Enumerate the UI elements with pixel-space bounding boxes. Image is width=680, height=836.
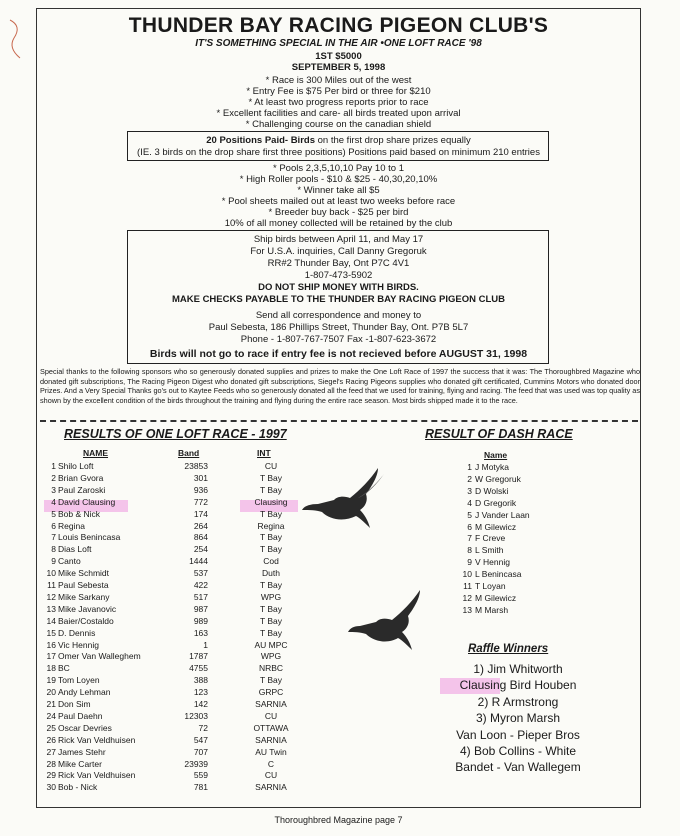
bullet-line: * Winner take all $5 [297, 185, 380, 196]
list-item [460, 557, 580, 569]
table-row [44, 580, 304, 592]
row-position: 16 [46, 639, 56, 650]
row-name: Rick Van Veldhuisen [58, 770, 136, 781]
raffle-line: 4) Bob Collins - White [459, 744, 577, 758]
row-position: 11 [47, 580, 56, 590]
row-int: T Bay [259, 472, 283, 483]
dash-position: 12 [462, 592, 472, 603]
row-name: Mike Schmidt [58, 568, 110, 579]
list-item [460, 605, 580, 617]
row-position: 6 [51, 520, 56, 531]
row-int: Regina [257, 520, 285, 531]
page-footer: Thoroughbred Magazine page 7 [274, 815, 403, 825]
row-band: 174 [193, 508, 208, 519]
positions-line-2: (IE. 3 birds on the drop share first three positions) Positions paid based on minimum 210 entries [137, 147, 540, 158]
table-row [44, 497, 304, 509]
positions-rest: on the first drop share prizes equally [314, 135, 471, 146]
row-position: 12 [46, 591, 56, 602]
row-band: 12303 [184, 710, 208, 721]
row-position: 20 [46, 687, 56, 698]
dash-name: L Benincasa [475, 569, 522, 580]
col-name: NAME [83, 448, 109, 458]
row-name: Andy Lehman [58, 687, 111, 698]
row-name: Baier/Costaldo [58, 615, 114, 626]
row-band: 781 [193, 782, 208, 793]
row-int: WPG [260, 651, 282, 662]
table-row [44, 663, 304, 675]
dash-position: 2 [467, 473, 472, 484]
table-row [44, 604, 304, 616]
row-name: Mike Sarkany [58, 591, 110, 602]
row-int: OTTAWA [253, 722, 289, 733]
row-band: 547 [193, 734, 208, 745]
row-position: 28 [46, 758, 56, 769]
dash-name: V Hennig [475, 557, 510, 568]
bullet-line: 10% of all money collected will be retained by the club [224, 218, 453, 229]
payable-warning: MAKE CHECKS PAYABLE TO THE THUNDER BAY RACING PIGEON CLUB [171, 294, 506, 305]
row-position: 5 [51, 508, 56, 519]
row-position: 14 [46, 615, 56, 626]
dash-position: 11 [463, 581, 472, 591]
raffle-line: 1) Jim Whitworth [473, 662, 563, 676]
dash-name: M Gilewicz [475, 592, 517, 603]
table-row [44, 473, 304, 485]
ship-phone: 1-807-473-5902 [304, 270, 373, 281]
row-band: 23939 [184, 758, 208, 769]
row-band: 123 [193, 687, 208, 698]
raffle-line: Clausing Bird Houben [459, 678, 577, 693]
bullet-line: * At least two progress reports prior to race [248, 97, 429, 108]
row-int: CU [264, 710, 278, 721]
pigeon-icon [300, 466, 386, 536]
row-int: AU MPC [254, 639, 288, 650]
row-position: 3 [51, 484, 56, 495]
list-item [460, 498, 580, 510]
table-row [44, 509, 304, 521]
dash-name: T Loyan [475, 581, 506, 591]
row-name: D. Dennis [58, 627, 96, 638]
results-title: RESULTS OF ONE LOFT RACE - 1997 [64, 427, 287, 441]
row-name: James Stehr [58, 746, 106, 757]
row-int: T Bay [259, 508, 283, 519]
table-row [44, 747, 304, 759]
dash-col-name: Name [484, 450, 508, 460]
row-position: 17 [46, 651, 56, 662]
row-int: SARNIA [255, 699, 287, 709]
row-band: 1 [203, 639, 208, 650]
row-int: T Bay [259, 603, 283, 614]
row-band: 1444 [189, 556, 208, 567]
row-name: Canto [58, 556, 81, 567]
table-row [44, 461, 304, 473]
raffle-line: 2) R Armstrong [477, 694, 559, 709]
table-row [44, 723, 304, 735]
row-name: Brian Gvora [58, 472, 104, 483]
row-position: 18 [46, 663, 56, 674]
row-name: Paul Sebesta [58, 580, 109, 590]
dash-name: J Vander Laan [475, 509, 530, 520]
row-name: Omer Van Walleghem [58, 651, 141, 662]
table-row [44, 532, 304, 544]
row-band: 163 [193, 627, 208, 638]
row-band: 72 [198, 722, 208, 733]
row-band: 537 [193, 568, 208, 579]
row-name: Paul Zaroski [58, 484, 106, 495]
correspondence-line: Send all correspondence and money to [255, 310, 422, 321]
row-name: Mike Javanovic [58, 603, 117, 614]
col-int: INT [257, 448, 271, 458]
bullet-line: * Pool sheets mailed out at least two weeks before race [221, 196, 456, 207]
bullet-line: * Pools 2,3,5,10,10 Pay 10 to 1 [273, 163, 404, 174]
row-band: 989 [193, 615, 208, 626]
row-name: Louis Benincasa [58, 532, 121, 543]
bullet-line: * Entry Fee is $75 Per bird or three for $210 [246, 86, 431, 97]
list-item [460, 533, 580, 545]
row-position: 10 [46, 568, 56, 579]
row-band: 301 [193, 472, 208, 483]
row-int: CU [264, 461, 278, 471]
page-title: THUNDER BAY RACING PIGEON CLUB'S [128, 14, 549, 37]
list-item [460, 510, 580, 522]
row-position: 9 [51, 556, 56, 567]
dash-position: 1 [467, 462, 472, 472]
table-row [44, 687, 304, 699]
row-position: 2 [51, 472, 56, 483]
table-row [44, 556, 304, 568]
dash-name: W Gregoruk [475, 473, 521, 484]
row-position: 8 [51, 544, 56, 555]
row-int: GRPC [258, 687, 284, 698]
raffle-title: Raffle Winners [468, 643, 549, 655]
no-money-warning: DO NOT SHIP MONEY WITH BIRDS. [258, 282, 419, 293]
dash-position: 13 [462, 604, 472, 615]
row-position: 26 [46, 734, 56, 745]
list-item [460, 569, 580, 581]
row-int: Duth [262, 568, 280, 579]
row-band: 388 [193, 675, 208, 686]
row-int: AU Twin [255, 746, 287, 757]
bullet-line: * Breeder buy back - $25 per bird [268, 207, 409, 218]
row-position: 21 [46, 699, 56, 709]
row-name: Mike Carter [58, 758, 102, 769]
pen-mark [0, 0, 40, 70]
table-row [44, 592, 304, 604]
table-row [44, 521, 304, 533]
table-row [44, 651, 304, 663]
ship-line: For U.S.A. inquiries, Call Danny Gregoruk [250, 246, 427, 257]
list-item [460, 462, 580, 474]
ship-line: Ship birds between April 11, and May 17 [253, 234, 424, 245]
positions-bold: 20 Positions Paid- Birds [206, 135, 315, 146]
dash-position: 7 [467, 533, 472, 544]
table-row [44, 568, 304, 580]
ship-line: RR#2 Thunder Bay, Ont P7C 4V1 [267, 258, 410, 269]
table-row [44, 711, 304, 723]
row-name: Oscar Devries [58, 722, 112, 733]
row-int: T Bay [259, 532, 283, 543]
row-name: Vic Hennig [58, 639, 99, 650]
row-band: 23853 [184, 461, 208, 471]
row-band: 254 [193, 544, 208, 555]
dash-name: L Smith [475, 545, 504, 556]
row-int: T Bay [259, 627, 283, 638]
row-position: 13 [46, 603, 56, 614]
dash-position: 4 [467, 497, 472, 508]
list-item [460, 486, 580, 498]
row-int: T Bay [259, 675, 283, 686]
dash-position: 3 [467, 485, 472, 496]
row-int: WPG [260, 591, 282, 602]
row-int: SARNIA [255, 782, 287, 793]
row-name: Tom Loyen [58, 675, 100, 686]
row-band: 559 [193, 770, 208, 781]
dash-name: D Gregorik [475, 497, 517, 508]
table-row [44, 770, 304, 782]
dash-position: 10 [462, 569, 472, 580]
race-date: SEPTEMBER 5, 1998 [291, 62, 386, 73]
row-position: 30 [46, 782, 56, 793]
table-row [44, 485, 304, 497]
row-name: Don Sim [58, 699, 91, 709]
sponsor-thanks: Special thanks to the following sponsors who so generously donated supplies and prizes to make the One Loft Race of 1997 the success that it was: The Thoroughbred Magazine who donated gift subscriptions, The Racing Pigeon Digest who donated gift subscriptions, Siegel's Racing Pigeons supplies who donated gift certificated, Cummins Motors who donated door Prizes. And a Very Special Thanks go's out to Kaytee Feeds who so generously donated all the feed that we used for training, flying and racing. The feed that was used was top quality as shown by the excellent condition of the birds throughout the training and flying during the entire race season. Most birds shipped made it to the race. [40, 367, 640, 405]
positions-line-1 [36, 135, 641, 146]
bullet-line: * Excellent facilities and care- all birds treated upon arrival [216, 108, 461, 119]
row-int: T Bay [259, 580, 283, 590]
raffle-line: 3) Myron Marsh [475, 711, 561, 726]
row-position: 25 [46, 722, 56, 733]
row-band: 707 [193, 746, 208, 757]
row-name: Paul Daehn [58, 710, 103, 721]
table-row [44, 759, 304, 771]
row-name: Dias Loft [58, 544, 92, 555]
row-name: Rick Van Veldhuisen [58, 734, 136, 745]
row-int: Clausing [254, 496, 288, 507]
col-band: Band [178, 448, 200, 458]
row-position: 24 [46, 710, 56, 721]
row-band: 987 [193, 603, 208, 614]
row-name: Bob & Nick [58, 508, 101, 519]
row-int: C [267, 758, 275, 769]
row-int: NRBC [258, 663, 284, 674]
row-name: Regina [58, 520, 85, 531]
dash-position: 5 [467, 509, 472, 520]
table-row [44, 675, 304, 687]
row-band: 772 [193, 496, 208, 507]
row-int: SARNIA [255, 734, 287, 745]
dash-name: M Marsh [475, 604, 509, 615]
contact-line: Phone - 1-807-767-7507 Fax -1-807-623-3672 [240, 334, 437, 345]
row-band: 4755 [189, 663, 208, 674]
row-band: 864 [193, 532, 208, 543]
row-int: T Bay [259, 544, 283, 555]
row-band: 1787 [189, 651, 208, 662]
row-position: 29 [46, 770, 56, 781]
row-int: T Bay [259, 484, 283, 495]
row-position: 15 [46, 627, 56, 638]
table-row [44, 640, 304, 652]
bullet-line: * Race is 300 Miles out of the west [265, 75, 412, 86]
dash-name: F Creve [475, 533, 506, 544]
row-position: 1 [51, 461, 56, 471]
deadline-line: Birds will not go to race if entry fee is not recieved before AUGUST 31, 1998 [149, 348, 528, 360]
list-item [460, 545, 580, 557]
dash-name: D Wolski [475, 485, 509, 496]
dash-name: M Gilewicz [475, 521, 517, 532]
list-item [460, 474, 580, 486]
table-row [44, 699, 304, 711]
address-line: Paul Sebesta, 186 Phillips Street, Thunder Bay, Ont. P7B 5L7 [208, 322, 469, 333]
table-row [44, 628, 304, 640]
row-position: 19 [46, 675, 56, 686]
dash-name: J Motyka [475, 462, 510, 472]
row-band: 264 [193, 520, 208, 531]
divider [40, 420, 638, 422]
bullet-line: * Challenging course on the canadian shield [245, 119, 432, 130]
row-band: 422 [193, 580, 208, 590]
row-name: Shilo Loft [58, 461, 94, 471]
row-name: Bob - Nick [58, 782, 98, 793]
list-item [460, 593, 580, 605]
first-prize: 1ST $5000 [315, 51, 362, 62]
row-int: CU [264, 770, 278, 781]
row-band: 142 [193, 699, 208, 709]
raffle-line: Bandet - Van Wallegem [455, 760, 581, 775]
list-item [460, 581, 580, 593]
table-row [44, 616, 304, 628]
row-name: BC [58, 663, 70, 674]
row-int: T Bay [259, 615, 283, 626]
list-item [460, 522, 580, 534]
row-int: Cod [263, 556, 279, 567]
row-position: 27 [46, 746, 56, 757]
bullet-line: * High Roller pools - $10 & $25 - 40,30,20,10% [239, 174, 438, 185]
table-row [44, 544, 304, 556]
row-position: 7 [51, 532, 56, 543]
row-band: 936 [193, 484, 208, 495]
pigeon-icon [346, 588, 426, 654]
raffle-line: Van Loon - Pieper Bros [456, 727, 580, 742]
table-row [44, 782, 304, 794]
row-name: David Clausing [58, 496, 116, 507]
subtitle: IT'S SOMETHING SPECIAL IN THE AIR •ONE LOFT RACE '98 [195, 38, 482, 49]
dash-position: 6 [467, 521, 472, 532]
dash-position: 8 [467, 545, 472, 556]
dash-position: 9 [467, 557, 472, 568]
row-band: 517 [193, 591, 208, 602]
dash-title: RESULT OF DASH RACE [425, 427, 573, 441]
table-row [44, 735, 304, 747]
row-position: 4 [51, 496, 56, 507]
